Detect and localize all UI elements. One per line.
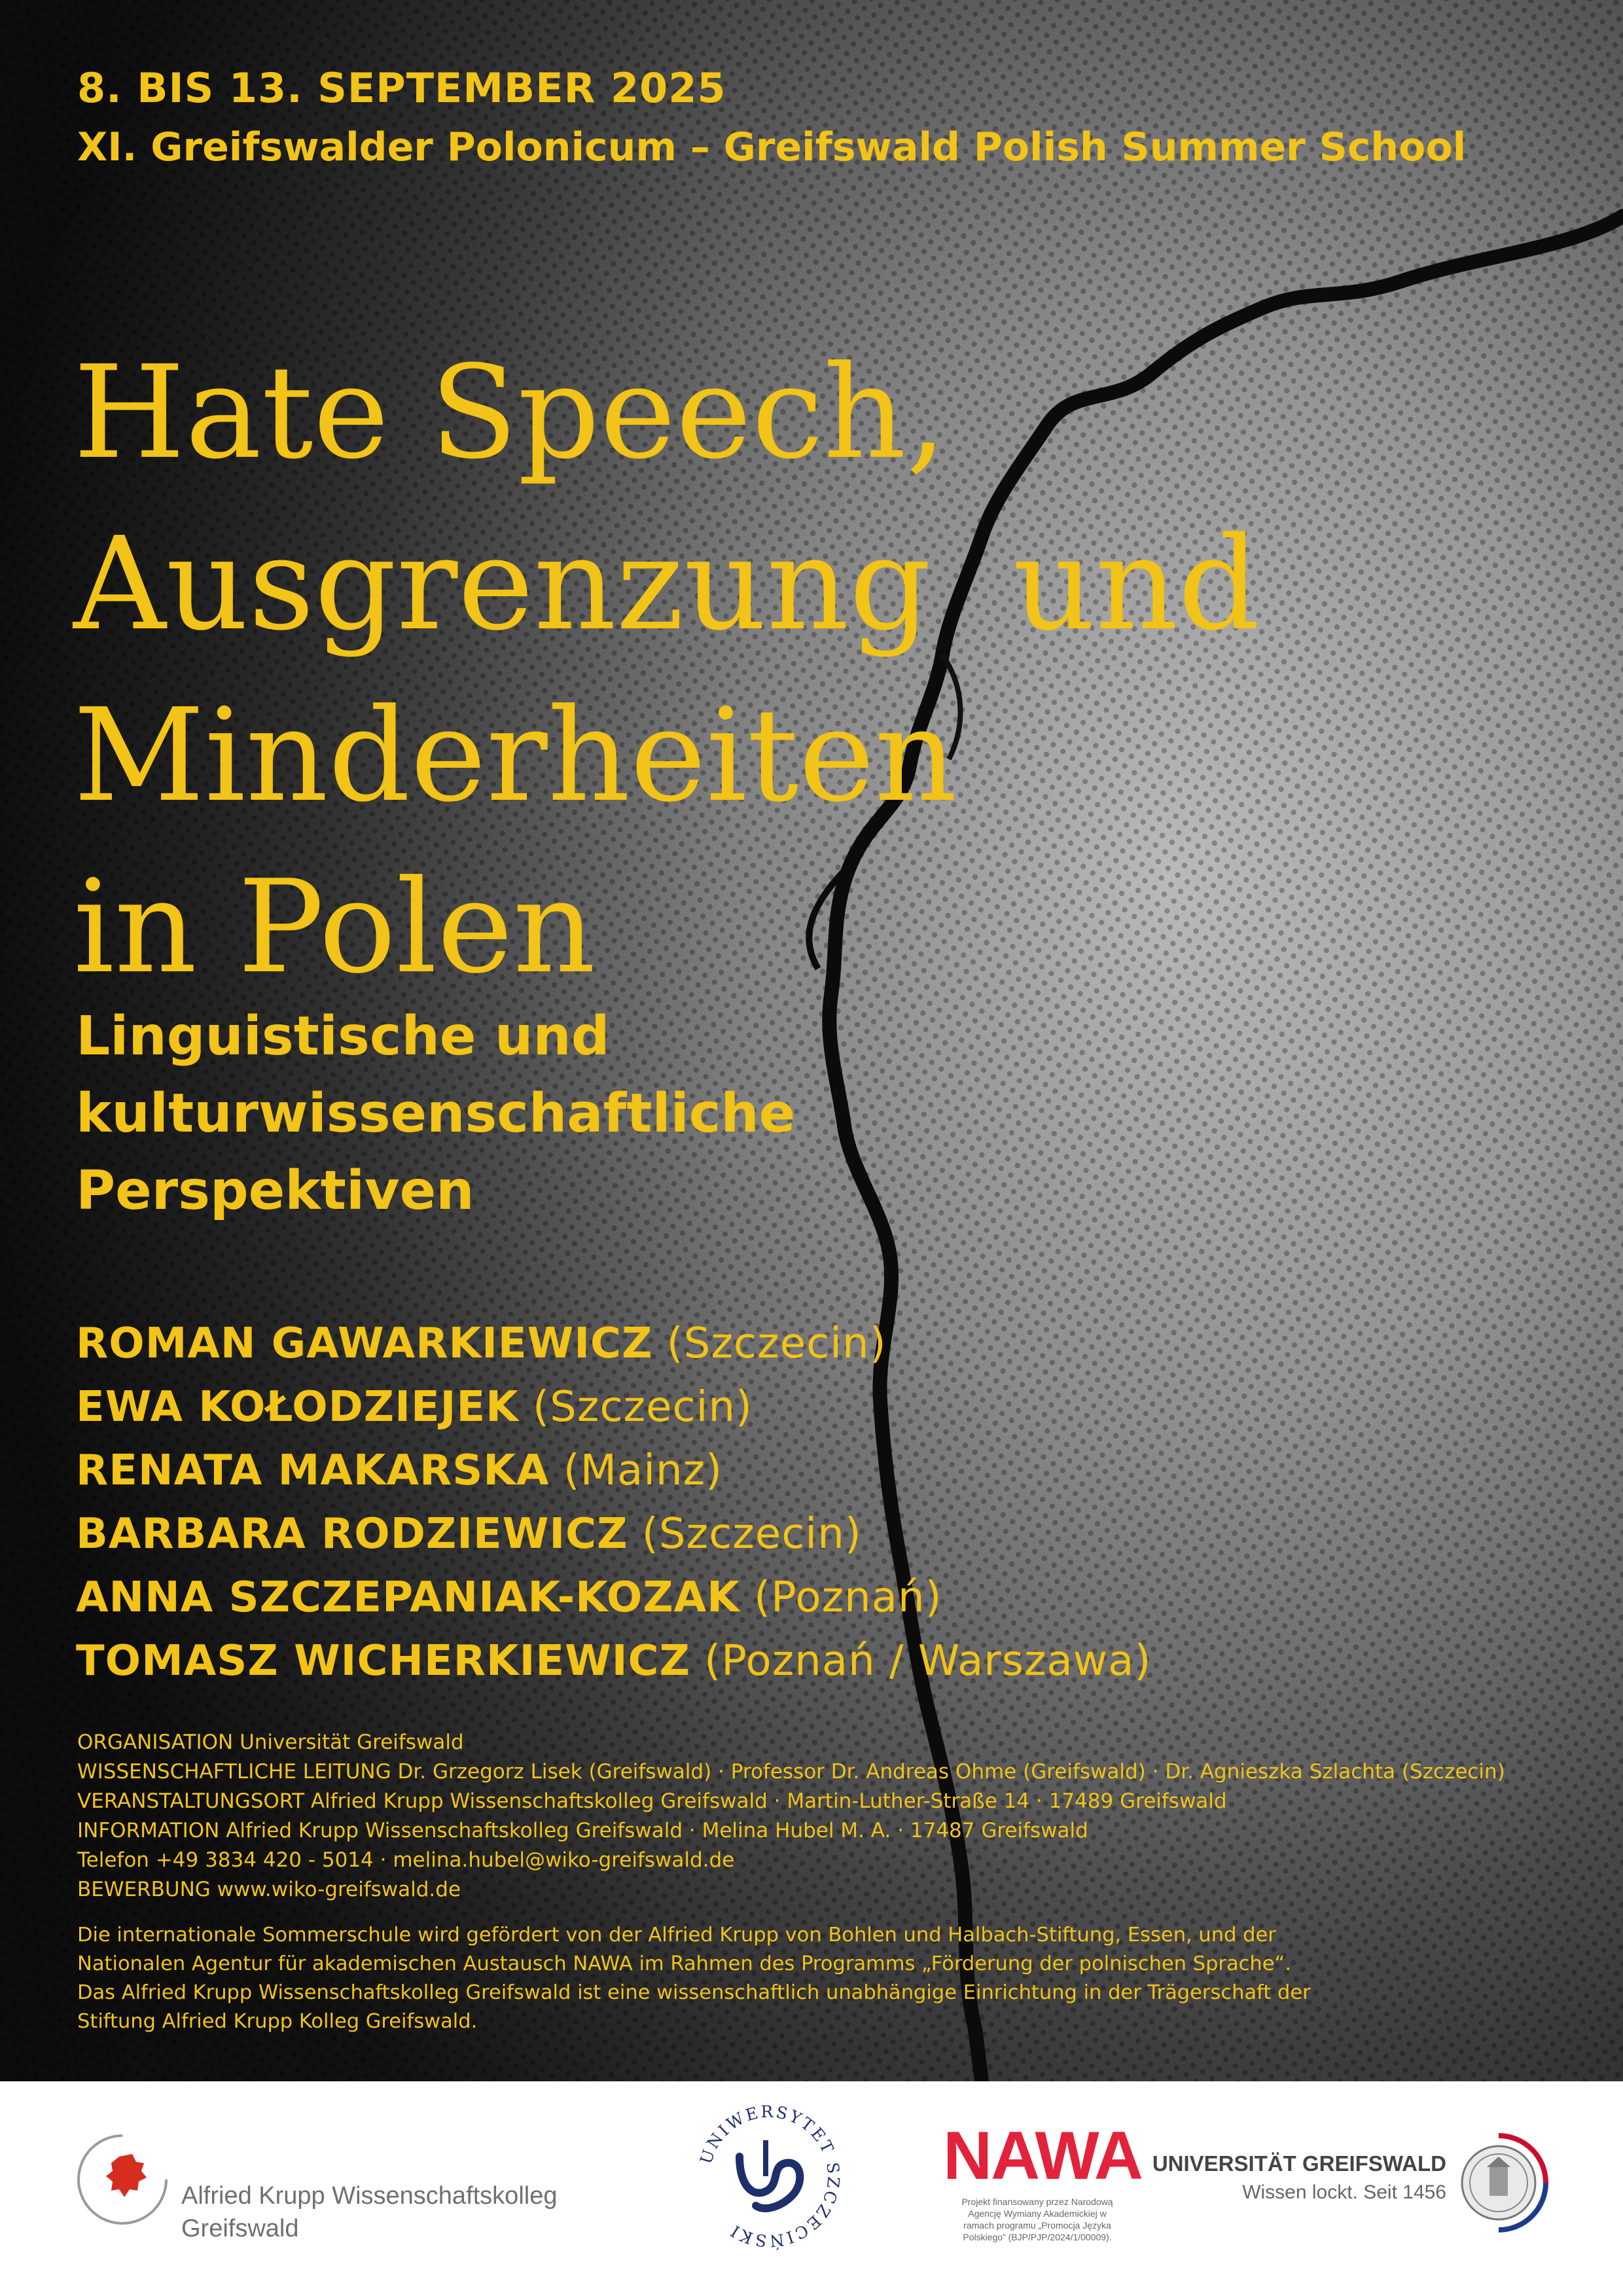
speaker-place: (Szczecin) [666, 1319, 887, 1368]
akwk-name-line: Alfried Krupp Wissenschaftskolleg [181, 2182, 558, 2210]
info-line [77, 1757, 1505, 1787]
event-info [77, 1728, 1505, 1905]
speaker-place: (Mainz) [563, 1446, 723, 1495]
svg-text:UNIWERSYTET SZCZECIŃSKI [696, 2102, 843, 2251]
akwk-logo [73, 2130, 662, 2261]
subtitle-line: kulturwissenschaftliche [76, 1083, 796, 1145]
info-text: Dr. Grzegorz Lisek (Greifswald) · Professor Dr. Andreas Ohme (Greifswald) · Dr. Agnieszka Szlachta (Szczecin) [397, 1760, 1505, 1784]
speaker-place: (Szczecin) [533, 1383, 753, 1431]
info-text: Alfried Krupp Wissenschaftskolleg Greifswald · Martin-Luther-Straße 14 · 17489 Greifswald [310, 1789, 1227, 1813]
nawa-note-line: Projekt finansowany przez Narodową [961, 2197, 1113, 2207]
ug-seal-icon [1446, 2130, 1551, 2235]
title-line: in Polen [73, 853, 596, 1002]
funding-line: Die internationale Sommerschule wird gefördert von der Alfried Krupp von Bohlen und Halbach-Stiftung, Essen, und der [77, 1924, 1276, 1946]
speaker-name: TOMASZ WICHERKIEWICZ [76, 1637, 690, 1685]
main-title [73, 327, 1317, 1013]
info-text: Alfried Krupp Wissenschaftskolleg Greifswald · Melina Hubel M. A. · 17487 Greifswald [226, 1819, 1088, 1842]
subtitle-line: Perspektiven [76, 1160, 474, 1222]
nawa-logo [939, 2117, 1142, 2261]
speaker-name: RENATA MAKARSKA [76, 1446, 550, 1495]
ug-slogan: Wissen lockt. Seit 1456 [1242, 2181, 1446, 2203]
info-label: INFORMATION [77, 1819, 220, 1842]
us-name: UNIWERSYTET SZCZECIŃSKI [696, 2102, 844, 2251]
nawa-note-line: Agencję Wymiany Akademickiej w [968, 2208, 1107, 2219]
ug-logo [1152, 2130, 1558, 2261]
funding-note [77, 1921, 1311, 2036]
speaker-place: (Poznań) [754, 1573, 942, 1622]
info-text: Telefon +49 3834 420 - 5014 · melina.hubel@wiko-greifswald.de [77, 1848, 735, 1872]
speaker-item [76, 1630, 1151, 1693]
info-label: BEWERBUNG [77, 1878, 211, 1901]
info-text: Universität Greifswald [240, 1731, 464, 1754]
title-line: Hate Speech, [73, 338, 947, 488]
nawa-note-line: Polskiego” (BJP/PJP/2024/1/00009). [963, 2232, 1112, 2242]
event-date: 8. BIS 13. SEPTEMBER 2025 [77, 64, 726, 112]
title-line: Ausgrenzung und [73, 510, 1260, 659]
ug-name: UNIVERSITÄT GREIFSWALD [1152, 2151, 1446, 2176]
info-label: ORGANISATION [77, 1731, 234, 1754]
funding-line: Nationalen Agentur für akademischen Austausch NAWA im Rahmen des Programms „Förderung der polnischen Sprache“. [77, 1952, 1292, 1975]
speaker-item [76, 1376, 1151, 1439]
speaker-place: (Poznań / Warszawa) [704, 1637, 1152, 1685]
funding-line: Das Alfried Krupp Wissenschaftskolleg Greifswald ist eine wissenschaftlich unabhängige Einrichtung in der Trägerschaft der [77, 1981, 1311, 2004]
speaker-name: EWA KOŁODZIEJEK [76, 1383, 519, 1431]
speaker-name: ROMAN GAWARKIEWICZ [76, 1319, 653, 1368]
info-label: WISSENSCHAFTLICHE LEITUNG [77, 1760, 391, 1784]
info-line [77, 1787, 1505, 1816]
us-emblem [694, 2091, 844, 2261]
speaker-name: ANNA SZCZEPANIAK-KOZAK [76, 1573, 740, 1622]
info-line [77, 1728, 1505, 1757]
subtitle [76, 998, 795, 1230]
speaker-item [76, 1503, 1151, 1566]
speaker-place: (Szczecin) [641, 1510, 862, 1558]
event-name: XI. Greifswalder Polonicum – Greifswald Polish Summer School [77, 124, 1467, 170]
speaker-list [76, 1312, 1151, 1693]
info-line [77, 1875, 1505, 1905]
info-line [77, 1816, 1505, 1846]
us-logo [694, 2091, 844, 2261]
akwk-name-line: Greifswald [181, 2215, 299, 2242]
subtitle-line: Linguistische und [76, 1005, 610, 1067]
nawa-note-line: ramach programu „Promocja Języka [963, 2220, 1111, 2231]
application-link[interactable]: www.wiko-greifswald.de [217, 1878, 461, 1901]
title-line: Minderheiten [73, 681, 957, 831]
funding-line: Stiftung Alfried Krupp Kolleg Greifswald. [77, 2010, 478, 2033]
nawa-mark: NAWA [943, 2118, 1142, 2194]
speaker-item [76, 1566, 1151, 1630]
nawa-funding-note [939, 2196, 1135, 2243]
speaker-item [76, 1439, 1151, 1503]
speaker-name: BARBARA RODZIEWICZ [76, 1510, 628, 1558]
info-label: VERANSTALTUNGSORT [77, 1789, 305, 1813]
info-line [77, 1846, 1505, 1875]
akwk-emblem [73, 2130, 171, 2229]
akwk-name [181, 2179, 557, 2245]
speaker-item [76, 1312, 1151, 1376]
